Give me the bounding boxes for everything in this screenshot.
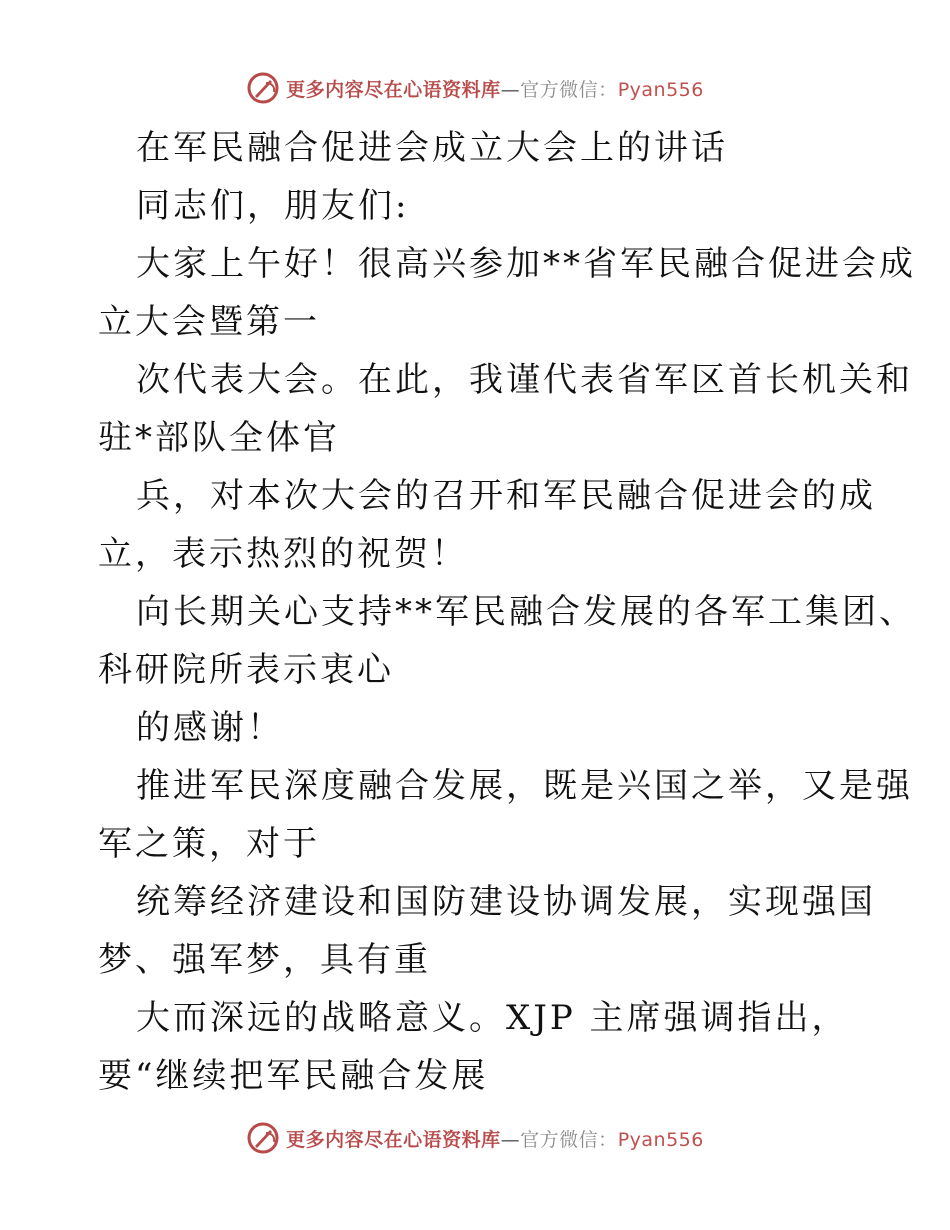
paragraph-line: 大而深远的战略意义。XJP 主席强调指出， xyxy=(136,998,849,1038)
paragraph-line: 次代表大会。在此，我谨代表省军区首长机关和 xyxy=(136,360,913,400)
watermark-separator: — xyxy=(500,1128,521,1151)
document-title: 在军民融合促进会成立大会上的讲话 xyxy=(136,128,728,168)
paragraph-line: 大家上午好！很高兴参加**省军民融合促进会成 xyxy=(136,244,916,284)
watermark-account: Pyan556 xyxy=(617,78,704,101)
paragraph-line: 科研院所表示衷心 xyxy=(98,650,394,690)
paragraph-line: 向长期关心支持**军民融合发展的各军工集团、 xyxy=(136,592,916,632)
watermark-official-label: 官方微信： xyxy=(520,1128,618,1151)
footer-watermark xyxy=(0,1118,950,1158)
quill-circle-icon xyxy=(246,1121,280,1155)
watermark-official-label: 官方微信： xyxy=(520,78,618,101)
paragraph-line: 立大会暨第一 xyxy=(98,302,320,342)
paragraph-line: 立，表示热烈的祝贺！ xyxy=(98,534,468,574)
salutation: 同志们，朋友们: xyxy=(136,186,410,226)
watermark-text xyxy=(286,1125,704,1152)
paragraph-line: 要“继续把军民融合发展 xyxy=(98,1056,489,1096)
paragraph-line: 推进军民深度融合发展，既是兴国之举，又是强 xyxy=(136,766,913,806)
watermark-text xyxy=(286,75,704,102)
header-watermark xyxy=(0,68,950,108)
watermark-account: Pyan556 xyxy=(617,1128,704,1151)
quill-circle-icon xyxy=(246,71,280,105)
paragraph-line: 梦、强军梦，具有重 xyxy=(98,940,431,980)
watermark-separator: — xyxy=(500,78,521,101)
paragraph-line: 兵，对本次大会的召开和军民融合促进会的成 xyxy=(136,476,876,516)
paragraph-line: 驻*部队全体官 xyxy=(98,418,340,458)
watermark-brand: 更多内容尽在心语资料库 xyxy=(286,78,501,101)
paragraph-line: 军之策，对于 xyxy=(98,824,320,864)
watermark-brand: 更多内容尽在心语资料库 xyxy=(286,1128,501,1151)
paragraph-line: 统筹经济建设和国防建设协调发展，实现强国 xyxy=(136,882,876,922)
paragraph-line: 的感谢！ xyxy=(136,708,284,748)
